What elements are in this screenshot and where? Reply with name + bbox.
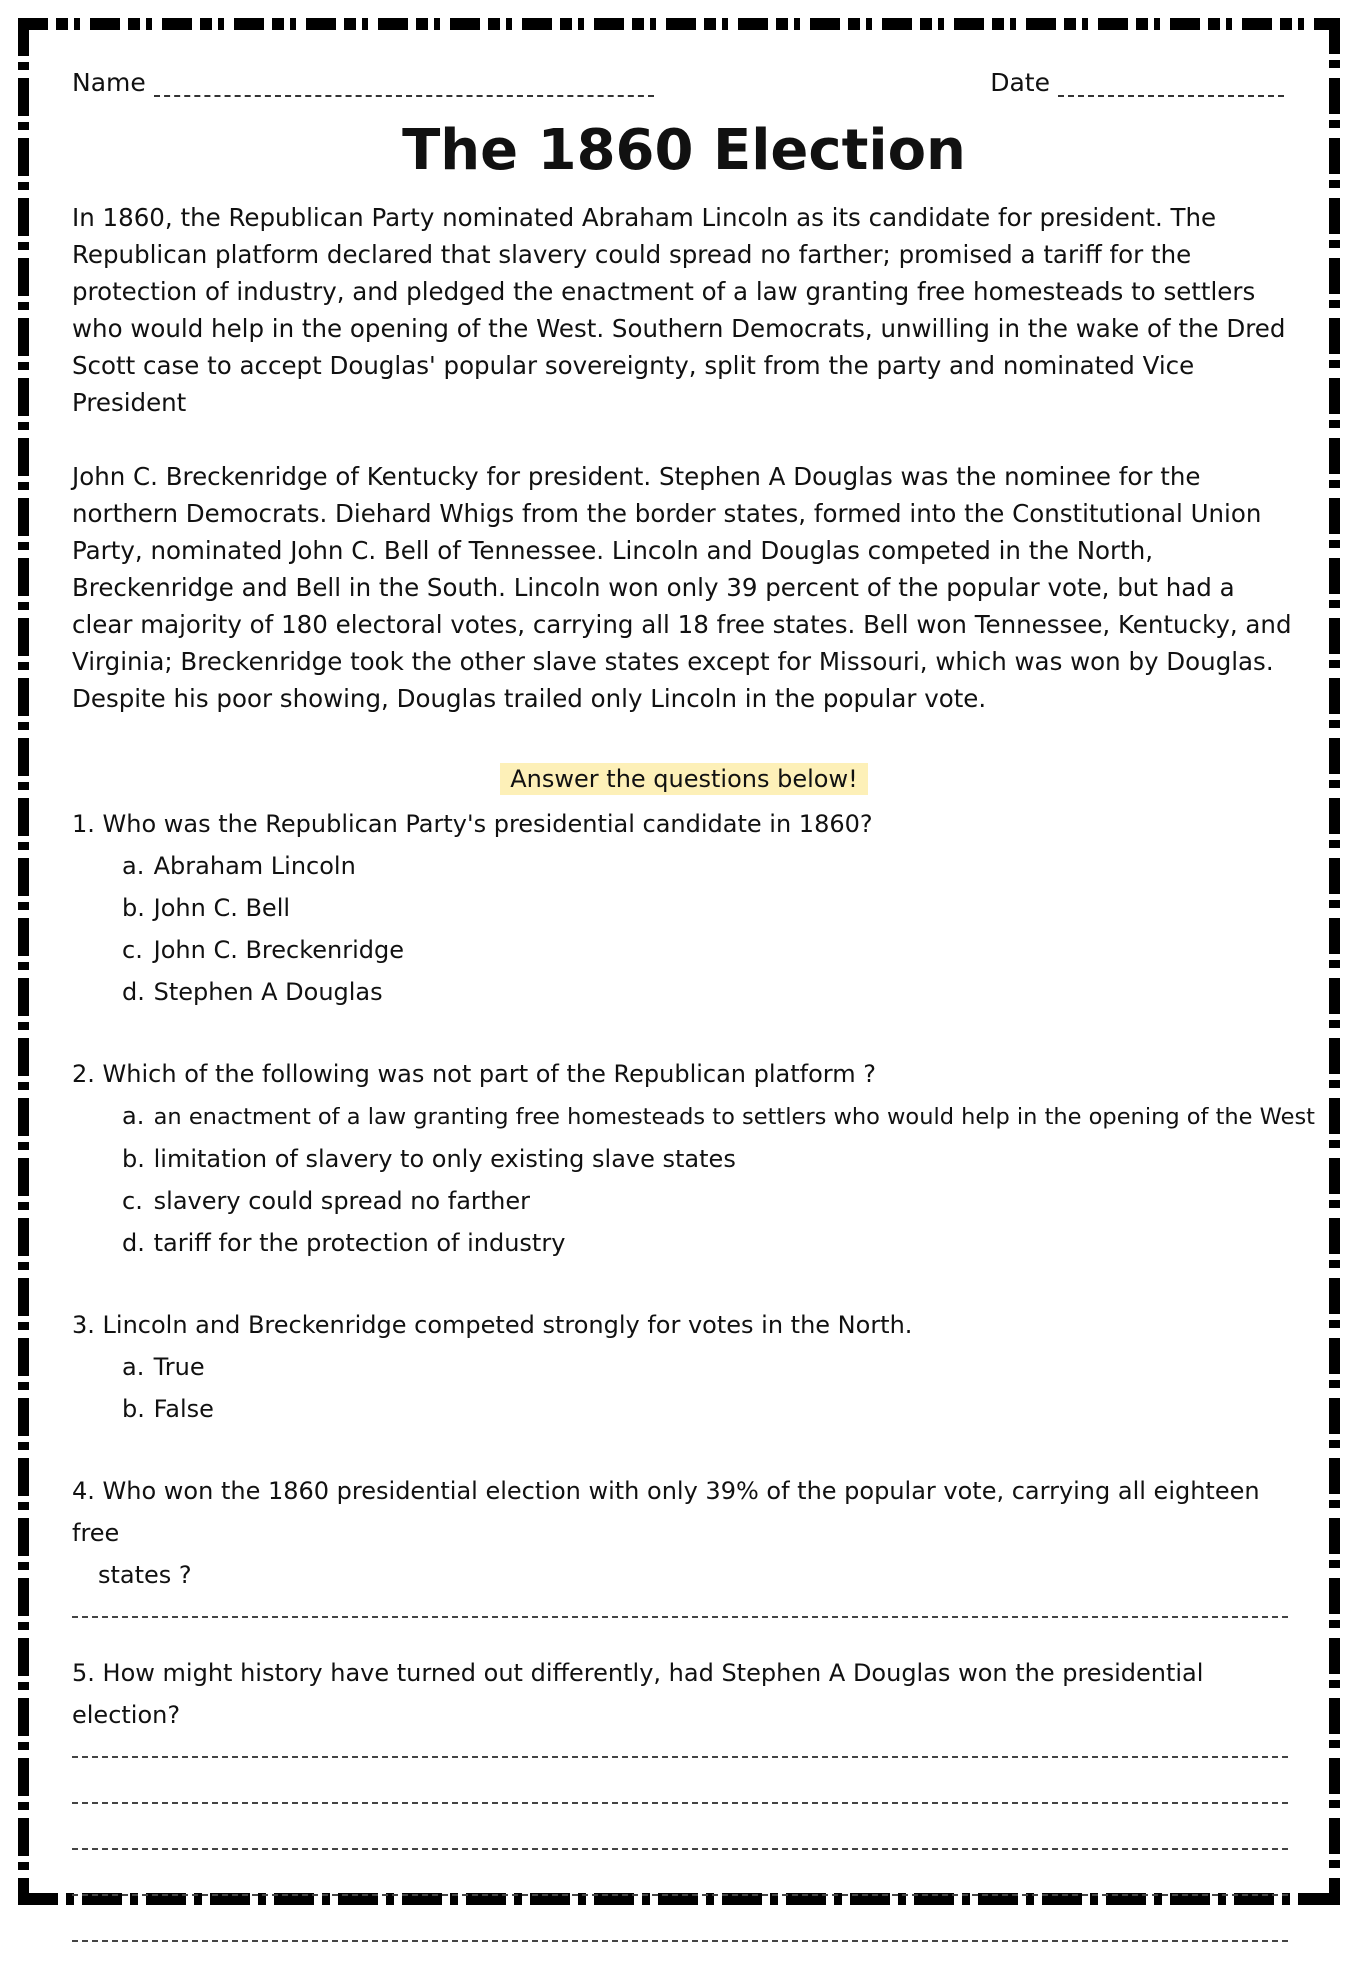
question-3 — [72, 1304, 1296, 1430]
option-a[interactable] — [122, 845, 1296, 887]
date-input-line[interactable] — [1058, 73, 1284, 97]
option-list — [72, 1346, 1296, 1430]
option-text: tariff for the protection of industry — [153, 1229, 566, 1257]
question-prompt: Lincoln and Breckenridge competed strongly for votes in the North. — [102, 1311, 913, 1339]
answer-line[interactable] — [72, 1894, 1288, 1896]
page-title: The 1860 Election — [402, 118, 966, 183]
answer-lines — [72, 1756, 1296, 1942]
question-prompt-line-2: states ? — [98, 1561, 192, 1589]
passage-paragraph-1: In 1860, the Republican Party nominated Abraham Lincoln as its candidate for president. The Republican platform declared that slavery could spread no farther; promised a tariff for the protection of industry, and pledged the enactment of a law granting free homesteads to settlers who would help in the opening of the West. Southern Democrats, unwilling in the wake of the Dred Scott case to accept Douglas' popular sovereignty, split from the party and nominated Vice President — [72, 203, 1286, 417]
question-text — [72, 1470, 1296, 1554]
question-5 — [72, 1652, 1296, 1942]
question-number: 5. — [72, 1659, 95, 1687]
question-number: 3. — [72, 1311, 95, 1339]
answer-line[interactable] — [72, 1940, 1288, 1942]
name-label: Name — [72, 68, 146, 97]
question-prompt: How might history have turned out differently, had Stephen A Douglas won the presidential election? — [72, 1659, 1204, 1729]
question-text — [72, 1053, 1296, 1095]
option-text: limitation of slavery to only existing slave states — [153, 1145, 736, 1173]
question-number: 2. — [72, 1060, 95, 1088]
question-text — [72, 1304, 1296, 1346]
option-letter: c. — [122, 1187, 143, 1215]
question-text — [72, 803, 1296, 845]
option-list — [72, 845, 1296, 1013]
answer-line[interactable] — [72, 1756, 1288, 1758]
instructions-banner: Answer the questions below! — [500, 763, 867, 795]
name-field — [72, 68, 654, 97]
option-text: an enactment of a law granting free homesteads to settlers who would help in the opening of the West — [153, 1104, 1315, 1130]
question-prompt: Who was the Republican Party's presidential candidate in 1860? — [102, 810, 873, 838]
option-b[interactable] — [122, 887, 1296, 929]
decorative-border-top — [18, 18, 1340, 30]
option-text: John C. Breckenridge — [153, 936, 405, 964]
question-number: 1. — [72, 810, 95, 838]
option-text: False — [153, 1395, 214, 1423]
option-letter: b. — [122, 1395, 145, 1423]
option-letter: a. — [122, 1353, 145, 1381]
question-4 — [72, 1470, 1296, 1618]
question-number: 4. — [72, 1477, 95, 1505]
option-c[interactable] — [122, 929, 1296, 971]
option-a[interactable] — [122, 1095, 1315, 1138]
option-d[interactable] — [122, 1222, 1296, 1264]
option-letter: d. — [122, 1229, 145, 1257]
question-1 — [72, 803, 1296, 1013]
question-2 — [72, 1053, 1315, 1264]
option-text: slavery could spread no farther — [153, 1187, 531, 1215]
option-list — [72, 1095, 1315, 1264]
answer-line[interactable] — [72, 1802, 1288, 1804]
option-c[interactable] — [122, 1180, 1296, 1222]
option-letter: a. — [122, 852, 145, 880]
answer-line[interactable] — [72, 1848, 1288, 1850]
option-letter: b. — [122, 1145, 145, 1173]
option-letter: d. — [122, 978, 145, 1006]
option-letter: c. — [122, 936, 143, 964]
option-letter: a. — [122, 1102, 145, 1130]
name-input-line[interactable] — [154, 73, 654, 97]
option-a[interactable] — [122, 1346, 1296, 1388]
decorative-border-left — [18, 18, 29, 1905]
decorative-border-right — [1329, 18, 1340, 1905]
option-d[interactable] — [122, 971, 1296, 1013]
question-prompt: Which of the following was not part of the Republican platform ? — [102, 1060, 876, 1088]
passage-paragraph-2: John C. Breckenridge of Kentucky for president. Stephen A Douglas was the nominee for the northern Democrats. Diehard Whigs from the border states, formed into the Constitutional Union Party, nominated John C. Bell of Tennessee. Lincoln and Douglas competed in the North, Breckenridge and Bell in the South. Lincoln won only 39 percent of the popular vote, but had a clear majority of 180 electoral votes, carrying all 18 free states. Bell won Tennessee, Kentucky, and Virginia; Breckenridge took the other slave states except for Missouri, which was won by Douglas. Despite his poor showing, Douglas trailed only Lincoln in the popular vote. — [72, 462, 1292, 713]
option-text: True — [153, 1353, 205, 1381]
option-b[interactable] — [122, 1388, 1296, 1430]
question-prompt-line-1: Who won the 1860 presidential election with only 39% of the popular vote, carrying all eighteen free — [72, 1477, 1260, 1547]
answer-line[interactable] — [72, 1616, 1288, 1618]
date-label: Date — [990, 68, 1050, 97]
option-text: John C. Bell — [153, 894, 291, 922]
header-row — [72, 62, 1296, 104]
question-text — [72, 1652, 1296, 1736]
option-b[interactable] — [122, 1138, 1296, 1180]
option-text: Abraham Lincoln — [153, 852, 356, 880]
option-letter: b. — [122, 894, 145, 922]
date-field — [990, 68, 1284, 97]
worksheet — [72, 62, 1315, 1982]
option-text: Stephen A Douglas — [153, 978, 383, 1006]
instructions-banner-wrap — [72, 763, 1296, 795]
